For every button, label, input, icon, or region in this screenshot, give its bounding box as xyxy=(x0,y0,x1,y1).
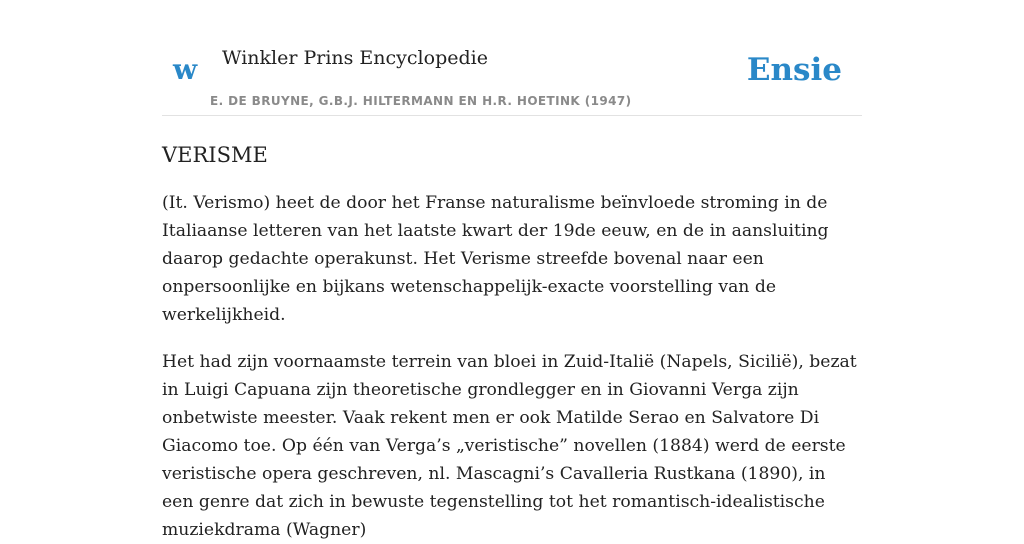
publication-title[interactable]: Winkler Prins Encyclopedie xyxy=(222,47,488,69)
header xyxy=(162,0,862,116)
article xyxy=(162,138,862,544)
article-headword: VERISME xyxy=(162,143,268,167)
ensie-logo[interactable]: Ensie xyxy=(746,52,842,88)
publication-authors: E. DE BRUYNE, G.B.J. HILTERMANN EN H.R. HOETINK (1947) xyxy=(210,94,632,108)
article-paragraph-2: Het had zijn voornaamste terrein van bloei in Zuid-Italië (Napels, Sicilië), bezat in Luigi Capuana zijn theoretische grondlegger en in Giovanni Verga zijn onbetwiste meester. Vaak rekent men er ook Matilde Serao en Salvatore Di Giacomo toe. Op één van Verga’s „veristische” novellen (1884) werd de eerste veristische opera geschreven, nl. Mascagni’s Cavalleria Rustkana (1890), in een genre dat zich in bewuste tegenstelling tot het romantisch-idealistische muziekdrama (Wagner) xyxy=(162,352,857,540)
winkler-prins-logo[interactable]: w xyxy=(173,53,198,86)
article-paragraph-1: (It. Verismo) heet de door het Franse naturalisme beïnvloede stroming in de Italiaanse letteren van het laatste kwart der 19de eeuw, en de in aansluiting daarop gedachte operakunst. Het Verisme streefde bovenal naar een onpersoonlijke en bijkans wetenschappelijk-exacte voorstelling van de werkelijkheid. xyxy=(162,193,829,325)
